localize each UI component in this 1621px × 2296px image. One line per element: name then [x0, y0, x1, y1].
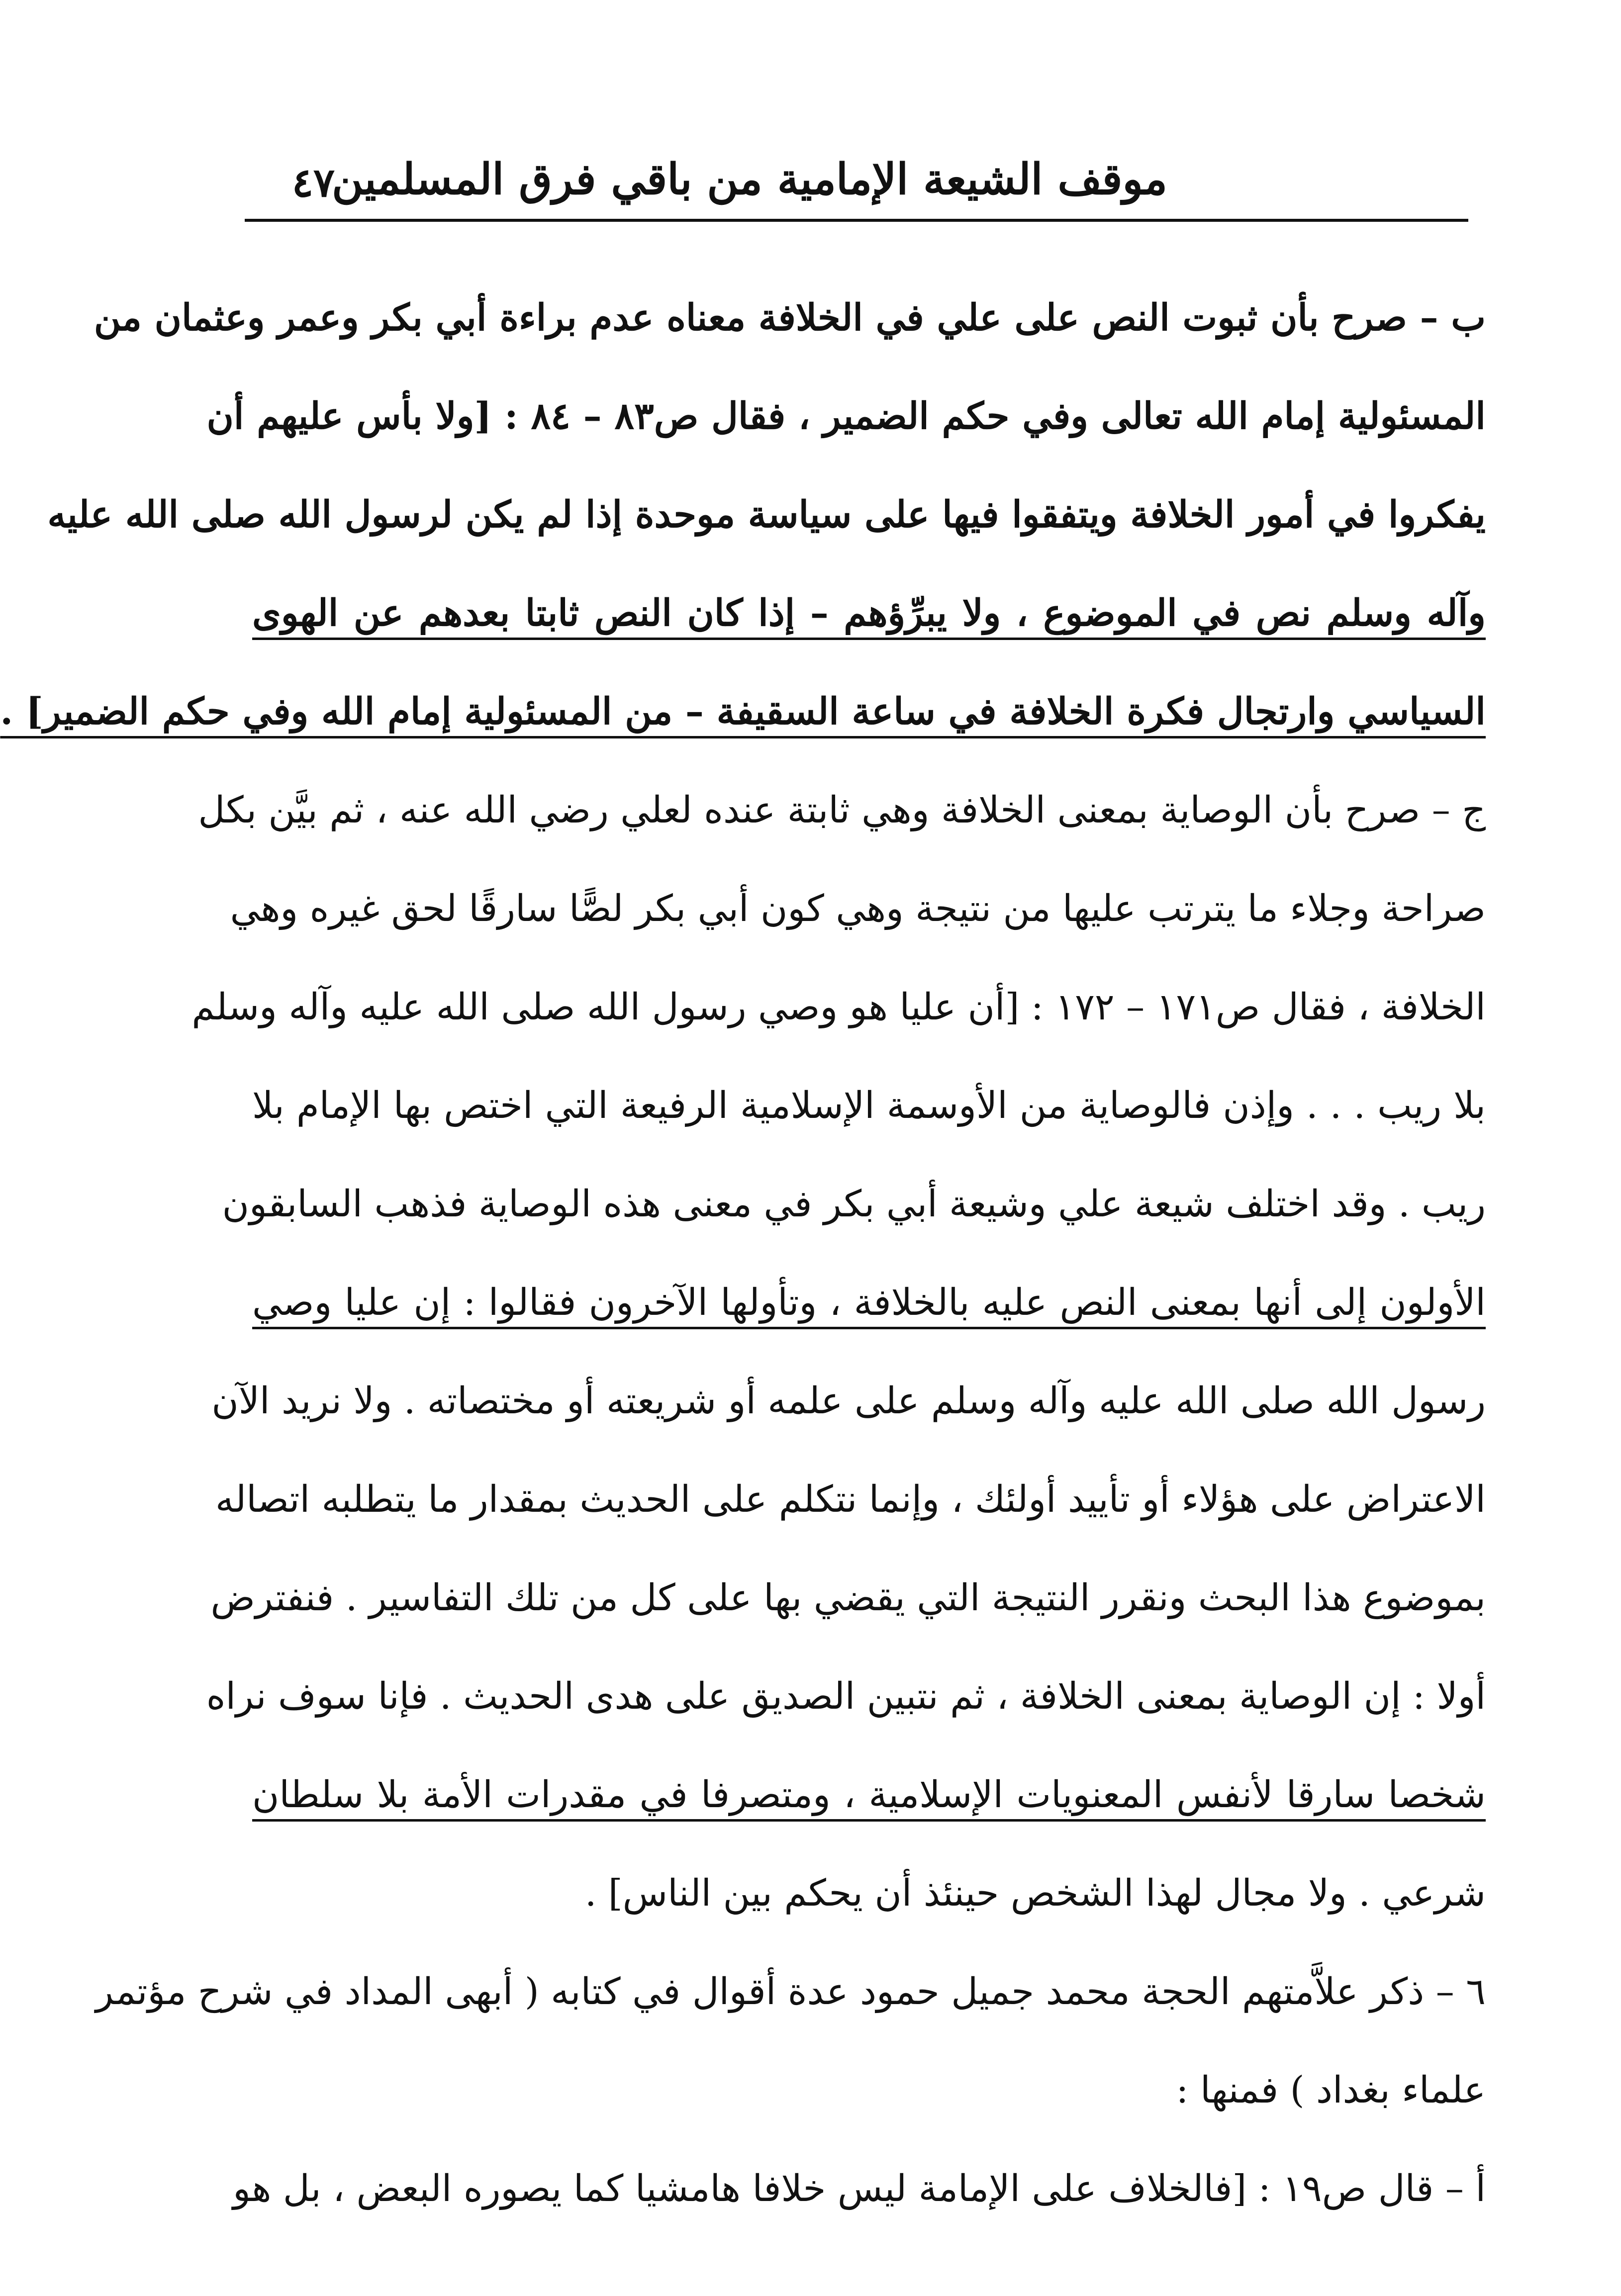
text-line: الأولون إلى أنها بمعنى النص عليه بالخلافة ، وتأولها الآخرون فقالوا : إن عليا وصي — [252, 1281, 1486, 1324]
text-line: يفكروا في أمور الخلافة ويتفقوا فيها على سياسة موحدة إذا لم يكن لرسول الله صلى الله عليه — [47, 493, 1486, 536]
text-line: بلا ريب . . . وإذن فالوصاية من الأوسمة الإسلامية الرفيعة التي اختص بها الإمام بلا — [252, 1084, 1486, 1127]
text-line: ب – صرح بأن ثبوت النص على علي في الخلافة معناه عدم براءة أبي بكر وعمر وعثمان من — [94, 296, 1486, 339]
text-line: أ – قال ص١٩ : [فالخلاف على الإمامة ليس خلافا هامشيا كما يصوره البعض ، بل هو — [233, 2167, 1486, 2210]
page-number: ٤٧ — [292, 159, 335, 206]
text-line: الاعتراض على هؤلاء أو تأييد أولئك ، وإنما نتكلم على الحديث بمقدار ما يتطلبه اتصاله — [215, 1478, 1486, 1521]
header-title: موقف الشيعة الإمامية من باقي فرق المسلمين — [332, 154, 1167, 204]
running-header — [247, 149, 1466, 219]
text-line: شخصا سارقا لأنفس المعنويات الإسلامية ، ومتصرفا في مقدرات الأمة بلا سلطان — [252, 1773, 1486, 1816]
header-divider — [245, 219, 1468, 222]
text-line: السياسي وارتجال فكرة الخلافة في ساعة السقيفة – من المسئولية إمام الله وفي حكم الضمير] . — [0, 690, 1486, 733]
body-text — [0, 269, 1486, 2238]
text-line: علماء بغداد ) فمنها : — [1176, 2069, 1486, 2112]
text-line: ج – صرح بأن الوصاية بمعنى الخلافة وهي ثابتة عنده لعلي رضي الله عنه ، ثم بيَّن بكل — [198, 789, 1486, 831]
text-line: ٦ – ذكر علاَّمتهم الحجة محمد جميل حمود عدة أقوال في كتابه ( أبهى المداد في شرح مؤتمر — [95, 1970, 1486, 2013]
text-line: شرعي . ولا مجال لهذا الشخص حينئذ أن يحكم بين الناس] . — [584, 1872, 1486, 1915]
text-line: بموضوع هذا البحث ونقرر النتيجة التي يقضي بها على كل من تلك التفاسير . فنفترض — [210, 1576, 1486, 1619]
text-line: وآله وسلم نص في الموضوع ، ولا يبرِّؤهم – إذا كان النص ثابتا بعدهم عن الهوى — [252, 592, 1486, 635]
text-line: صراحة وجلاء ما يترتب عليها من نتيجة وهي كون أبي بكر لصًّا سارقًا لحق غيره وهي — [230, 887, 1486, 930]
text-line: الخلافة ، فقال ص١٧١ – ١٧٢ : [أن عليا هو وصي رسول الله صلى الله عليه وآله وسلم — [191, 986, 1486, 1028]
text-line: أولا : إن الوصاية بمعنى الخلافة ، ثم نتبين الصديق على هدى الحديث . فإنا سوف نراه — [206, 1675, 1486, 1718]
text-line: المسئولية إمام الله تعالى وفي حكم الضمير ، فقال ص٨٣ – ٨٤ : [ولا بأس عليهم أن — [206, 395, 1486, 438]
text-line: ريب . وقد اختلف شيعة علي وشيعة أبي بكر في معنى هذه الوصاية فذهب السابقون — [222, 1183, 1486, 1225]
text-line: رسول الله صلى الله عليه وآله وسلم على علمه أو شريعته أو مختصاته . ولا نريد الآن — [211, 1379, 1486, 1422]
